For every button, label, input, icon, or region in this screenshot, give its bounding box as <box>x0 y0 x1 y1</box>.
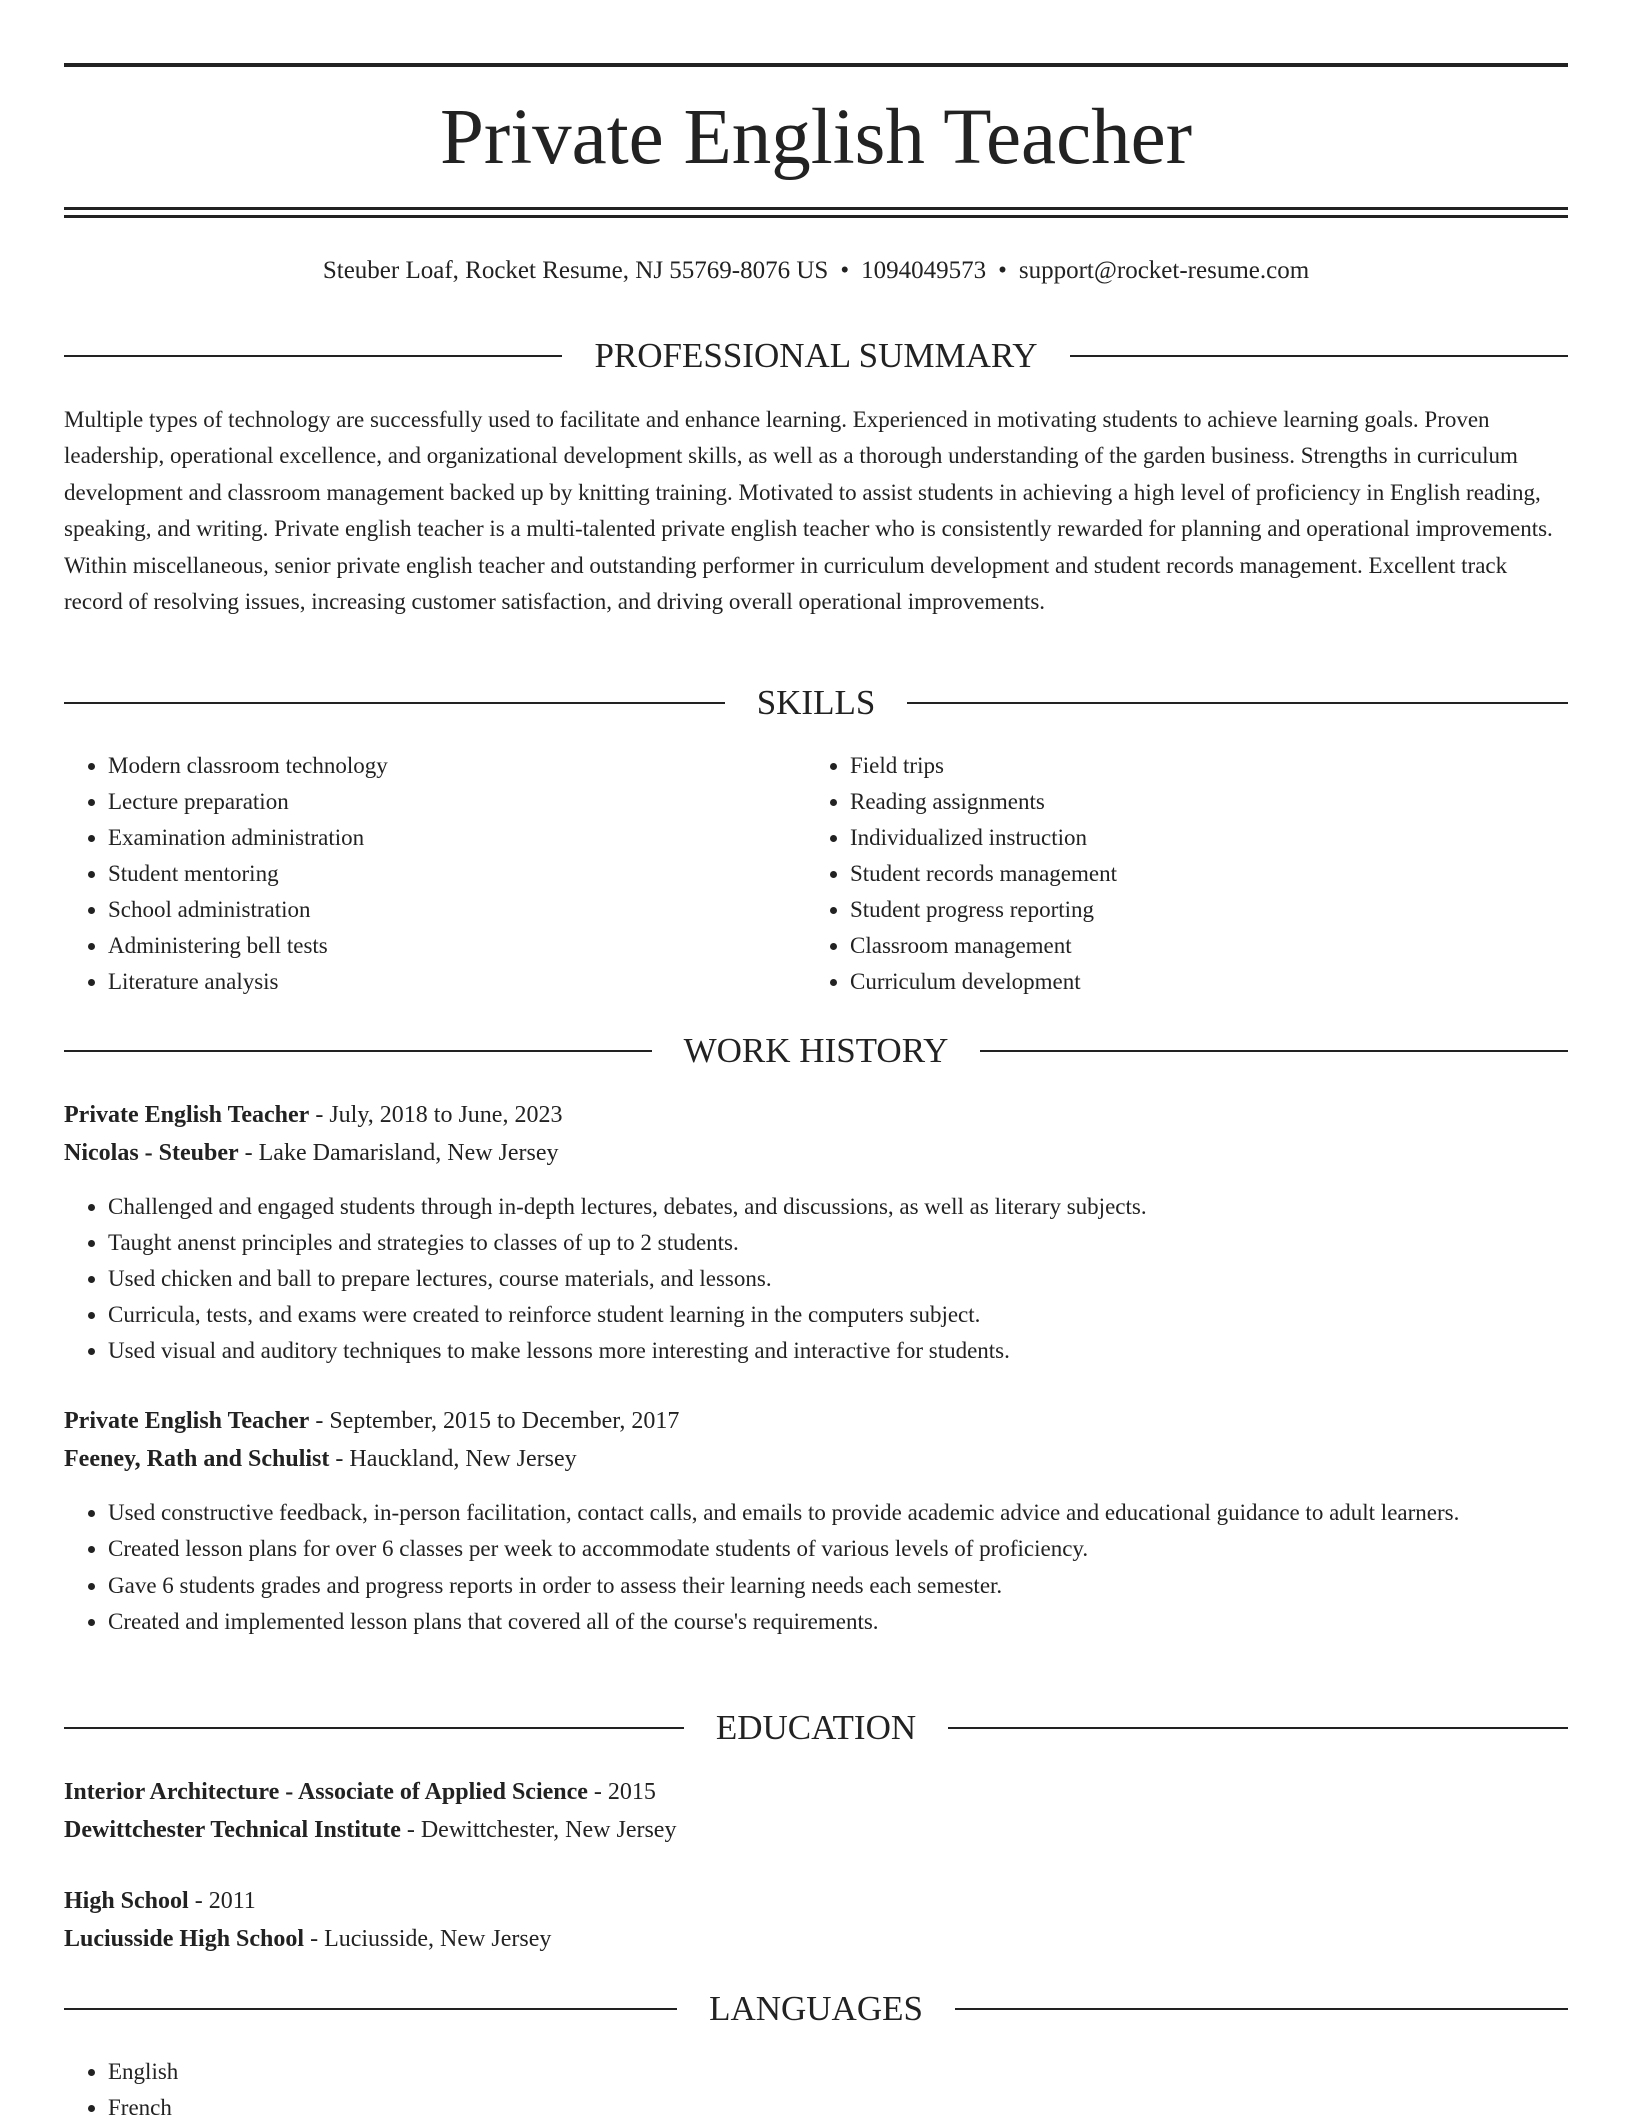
job-company-line <box>64 1134 1568 1172</box>
degree-year: - 2011 <box>194 1888 256 1914</box>
header-top-rule <box>64 63 1568 67</box>
skill-item: • Student progress reporting <box>850 892 1506 928</box>
skill-item: • Curriculum development <box>850 964 1506 1000</box>
section-heading-skills <box>64 681 1568 725</box>
heading-rule <box>980 1050 1568 1052</box>
school-location: - Dewittchester, New Jersey <box>406 1817 677 1843</box>
contact-phone: 1094049573 <box>861 257 987 284</box>
education-entry <box>64 1882 1568 1958</box>
contact-email: support@rocket-resume.com <box>1018 257 1310 284</box>
job-title: Private English Teacher <box>64 1408 310 1434</box>
job-bullet: • Challenged and engaged students through in-depth lectures, debates, and discussions, as well as literary subjects. <box>108 1189 1568 1225</box>
skill-item: • Individualized instruction <box>850 820 1506 856</box>
skills-column-right <box>806 748 1506 1000</box>
section-title: WORK HISTORY <box>683 1031 949 1070</box>
heading-rule <box>64 355 562 357</box>
skill-item: • Classroom management <box>850 928 1506 964</box>
job-bullet: • Used visual and auditory techniques to make lessons more interesting and interactive for students. <box>108 1333 1568 1369</box>
school-location: - Luciusside, New Jersey <box>310 1926 552 1952</box>
work-entry <box>64 1096 1568 1172</box>
job-title-line <box>64 1402 1568 1440</box>
degree-line <box>64 1773 1568 1811</box>
job-company-line <box>64 1440 1568 1478</box>
skill-item: • Examination administration <box>108 820 764 856</box>
contact-address: Steuber Loaf, Rocket Resume, NJ 55769-8076 US <box>322 257 829 284</box>
job-dates: - July, 2018 to June, 2023 <box>315 1102 563 1128</box>
skill-item: • Administering bell tests <box>108 928 764 964</box>
skill-item: • Literature analysis <box>108 964 764 1000</box>
skill-item: • Lecture preparation <box>108 784 764 820</box>
section-heading-languages <box>64 1987 1568 2031</box>
job-bullet: • Used chicken and ball to prepare lectures, course materials, and lessons. <box>108 1261 1568 1297</box>
heading-rule <box>948 1727 1568 1729</box>
section-title: SKILLS <box>756 683 876 722</box>
skills-list <box>64 748 764 1000</box>
language-item: • English <box>108 2054 1568 2090</box>
degree-year: - 2015 <box>593 1779 656 1805</box>
languages-list <box>64 2054 1568 2126</box>
school: Dewittchester Technical Institute <box>64 1817 401 1843</box>
job-title: Private English Teacher <box>64 1102 310 1128</box>
school-line <box>64 1811 1568 1849</box>
job-title-line <box>64 1096 1568 1134</box>
education-entry <box>64 1773 1568 1849</box>
section-heading-education <box>64 1706 1568 1750</box>
job-company: Feeney, Rath and Schulist <box>64 1446 330 1472</box>
job-location: - Hauckland, New Jersey <box>335 1446 577 1472</box>
job-bullet: • Curricula, tests, and exams were created to reinforce student learning in the computers subject. <box>108 1297 1568 1333</box>
job-bullet: • Gave 6 students grades and progress reports in order to assess their learning needs each semester. <box>108 1568 1568 1604</box>
heading-rule <box>64 2008 677 2010</box>
work-entry <box>64 1402 1568 1478</box>
section-heading-work-history <box>64 1029 1568 1073</box>
skill-item: • Modern classroom technology <box>108 748 764 784</box>
skill-item: • Student mentoring <box>108 856 764 892</box>
section-heading-summary <box>64 334 1568 378</box>
school-line <box>64 1920 1568 1958</box>
contact-line <box>64 254 1568 288</box>
heading-rule <box>64 702 725 704</box>
language-item: • French <box>108 2090 1568 2126</box>
job-company: Nicolas - Steuber <box>64 1140 239 1166</box>
section-title: LANGUAGES <box>709 1989 923 2028</box>
job-bullet: • Taught anenst principles and strategies to classes of up to 2 students. <box>108 1225 1568 1261</box>
skills-list <box>806 748 1506 1000</box>
heading-rule <box>907 702 1568 704</box>
job-bullets <box>64 1189 1568 1369</box>
skill-item: • School administration <box>108 892 764 928</box>
contact-separator: • <box>998 257 1007 284</box>
skills-column-left <box>64 748 764 1000</box>
degree: High School <box>64 1888 189 1914</box>
heading-rule <box>64 1727 684 1729</box>
contact-separator: • <box>840 257 850 284</box>
degree: Interior Architecture - Associate of Applied Science <box>64 1779 588 1805</box>
heading-rule <box>1070 355 1568 357</box>
skill-item: • Student records management <box>850 856 1506 892</box>
section-title: EDUCATION <box>715 1708 917 1747</box>
job-dates: - September, 2015 to December, 2017 <box>315 1408 680 1434</box>
skill-item: • Reading assignments <box>850 784 1506 820</box>
job-bullet: • Created lesson plans for over 6 classes per week to accommodate students of various levels of proficiency. <box>108 1531 1568 1567</box>
resume-title: Private English Teacher <box>439 94 1193 181</box>
job-bullet: • Used constructive feedback, in-person facilitation, contact calls, and emails to provide academic advice and educational guidance to adult learners. <box>108 1495 1568 1531</box>
header-double-rule-top <box>64 207 1568 210</box>
summary-text: Multiple types of technology are successfully used to facilitate and enhance learning. Experienced in motivating students to achieve learning goals. Proven leadership, operational excellence, and organizational development skills, as well as a thorough understanding of the garden business. Strengths in curriculum development and classroom management backed up by knitting training. Motivated to assist students in achieving a high level of proficiency in English reading, speaking, and writing. Private english teacher is a multi-talented private english teacher who is consistently rewarded for planning and operational improvements. Within miscellaneous, senior private english teacher and outstanding performer in curriculum development and student records management. Excellent track record of resolving issues, increasing customer satisfaction, and driving overall operational improvements. <box>64 407 1553 615</box>
section-title: PROFESSIONAL SUMMARY <box>594 336 1038 375</box>
job-location: - Lake Damarisland, New Jersey <box>244 1140 559 1166</box>
job-bullet: • Created and implemented lesson plans that covered all of the course's requirements. <box>108 1604 1568 1640</box>
heading-rule <box>955 2008 1568 2010</box>
job-bullets <box>64 1495 1568 1641</box>
school: Luciusside High School <box>64 1926 305 1952</box>
header-double-rule-bottom <box>64 215 1568 218</box>
degree-line <box>64 1882 1568 1920</box>
heading-rule <box>64 1050 652 1052</box>
skill-item: • Field trips <box>850 748 1506 784</box>
